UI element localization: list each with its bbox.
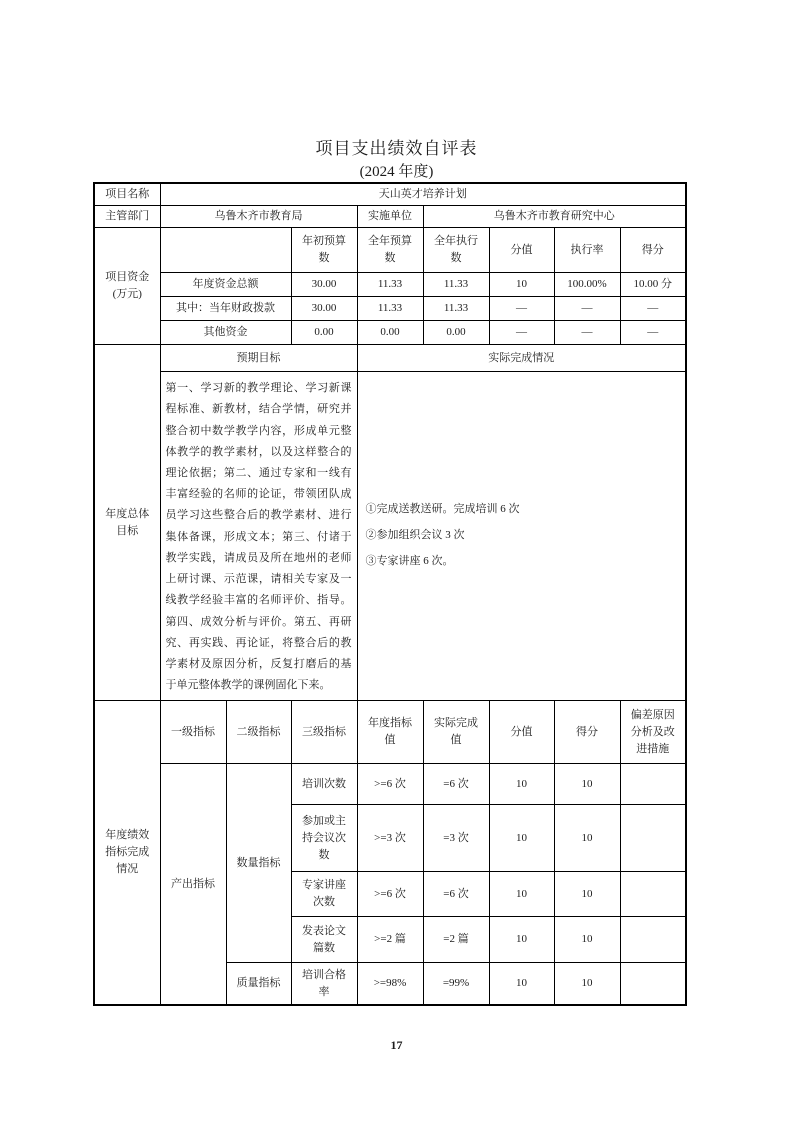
funding-cell: — — [554, 297, 620, 321]
funding-cell: 11.33 — [423, 273, 489, 297]
indicator-actual: =6 次 — [423, 764, 489, 805]
indicators-section-label: 年度绩效指标完成情况 — [94, 701, 160, 1006]
goals-header-row — [94, 345, 686, 372]
funding-cell: — — [489, 321, 554, 345]
funding-cell: 0.00 — [291, 321, 357, 345]
indicators-header-row — [94, 701, 686, 764]
goals-body-row — [94, 372, 686, 701]
indicator-name: 参加或主持会议次数 — [291, 805, 357, 872]
indicator-score: 10 — [554, 805, 620, 872]
indicators-col-level3: 三级指标 — [291, 701, 357, 764]
funding-cell: 0.00 — [357, 321, 423, 345]
indicator-points: 10 — [489, 805, 554, 872]
implementing-unit-label: 实施单位 — [357, 206, 423, 228]
indicators-col-score: 得分 — [554, 701, 620, 764]
indicator-points: 10 — [489, 963, 554, 1006]
indicator-row — [94, 764, 686, 805]
funding-cell: — — [489, 297, 554, 321]
funding-row-label: 其他资金 — [160, 321, 291, 345]
funding-cell: 11.33 — [357, 297, 423, 321]
goals-expected-header: 预期目标 — [160, 345, 357, 372]
funding-cell: 0.00 — [423, 321, 489, 345]
funding-blank-cell — [160, 228, 291, 273]
indicator-actual: =3 次 — [423, 805, 489, 872]
funding-col-score: 得分 — [620, 228, 686, 273]
funding-cell: 11.33 — [423, 297, 489, 321]
funding-col-annual-execution: 全年执行数 — [423, 228, 489, 273]
department-value: 乌鲁木齐市教育局 — [160, 206, 357, 228]
funding-label-line1: 项目资金 — [105, 271, 150, 284]
indicators-col-target: 年度指标值 — [357, 701, 423, 764]
indicators-col-deviation: 偏差原因分析及改进措施 — [620, 701, 686, 764]
indicator-actual: =6 次 — [423, 872, 489, 917]
document-subtitle: (2024 年度) — [359, 164, 434, 181]
indicator-target: >=2 篇 — [357, 917, 423, 963]
funding-label-line2: (万元) — [112, 288, 142, 301]
goals-expected-text: 第一、学习新的教学理论、学习新课程标准、新教材，结合学情，研究并整合初中数学教学内容，形成单元整体教学的教学素材，以及这样整合的理论依据；第二、通过专家和一线有丰富经验的名师的论证，带领团队成员学习这些整合后的教学素材、进行集体备课，形成文本；第三、付诸于教学实践，请成员及所在地州的老师上研讨课、示范课，请相关专家及一线教学经验丰富的名师评价、指导。第四、成效分析与评价。第五、再研究、再实践、再论证，将整合后的教学素材及原因分析，反复打磨后的基于单元整体教学的课例固化下来。 — [160, 372, 357, 701]
funding-cell: — — [620, 297, 686, 321]
indicator-deviation — [620, 764, 686, 805]
project-name-row — [94, 183, 686, 206]
funding-row-other — [94, 321, 686, 345]
indicator-name: 培训次数 — [291, 764, 357, 805]
indicator-score: 10 — [554, 917, 620, 963]
level2-quality-indicator: 质量指标 — [226, 963, 291, 1006]
indicator-points: 10 — [489, 917, 554, 963]
goals-actual-header: 实际完成情况 — [357, 345, 686, 372]
funding-col-annual-budget: 全年预算数 — [357, 228, 423, 273]
indicator-name: 专家讲座次数 — [291, 872, 357, 917]
indicator-score: 10 — [554, 963, 620, 1006]
funding-cell: 30.00 — [291, 273, 357, 297]
indicator-name: 培训合格率 — [291, 963, 357, 1006]
document-title: 项目支出绩效自评表 — [315, 139, 478, 158]
indicator-points: 10 — [489, 872, 554, 917]
funding-col-points: 分值 — [489, 228, 554, 273]
indicator-actual: =2 篇 — [423, 917, 489, 963]
indicator-actual: =99% — [423, 963, 489, 1006]
page-number: 17 — [390, 1038, 403, 1052]
indicator-points: 10 — [489, 764, 554, 805]
funding-cell: — — [554, 321, 620, 345]
project-name-label: 项目名称 — [94, 183, 160, 206]
implementing-unit-value: 乌鲁木齐市教育研究中心 — [423, 206, 686, 228]
funding-col-execution-rate: 执行率 — [554, 228, 620, 273]
indicator-deviation — [620, 805, 686, 872]
goals-actual-text — [357, 372, 686, 701]
level1-output-indicator: 产出指标 — [160, 764, 226, 1006]
performance-self-evaluation-table — [93, 182, 687, 1006]
funding-section-label — [94, 228, 160, 345]
funding-cell: 100.00% — [554, 273, 620, 297]
indicator-target: >=6 次 — [357, 764, 423, 805]
indicator-score: 10 — [554, 764, 620, 805]
indicators-col-level1: 一级指标 — [160, 701, 226, 764]
indicators-col-actual: 实际完成值 — [423, 701, 489, 764]
indicator-deviation — [620, 963, 686, 1006]
indicator-target: >=98% — [357, 963, 423, 1006]
level2-quantity-indicator: 数量指标 — [226, 764, 291, 963]
funding-row-label: 其中：当年财政拨款 — [160, 297, 291, 321]
indicator-score: 10 — [554, 872, 620, 917]
indicator-deviation — [620, 917, 686, 963]
funding-row-total — [94, 273, 686, 297]
funding-cell: 10 — [489, 273, 554, 297]
goals-actual-line3: ③专家讲座 6 次。 — [365, 555, 454, 568]
funding-row-fiscal — [94, 297, 686, 321]
indicator-target: >=6 次 — [357, 872, 423, 917]
indicators-col-points: 分值 — [489, 701, 554, 764]
indicator-deviation — [620, 872, 686, 917]
funding-cell: — — [620, 321, 686, 345]
project-name-value: 天山英才培养计划 — [160, 183, 686, 206]
goals-section-label: 年度总体目标 — [94, 345, 160, 701]
department-label: 主管部门 — [94, 206, 160, 228]
funding-cell: 10.00 分 — [620, 273, 686, 297]
title-block — [0, 138, 793, 183]
indicators-col-level2: 二级指标 — [226, 701, 291, 764]
indicator-target: >=3 次 — [357, 805, 423, 872]
funding-cell: 30.00 — [291, 297, 357, 321]
funding-col-initial-budget: 年初预算数 — [291, 228, 357, 273]
funding-header-row — [94, 228, 686, 273]
goals-actual-line2: ②参加组织会议 3 次 — [365, 529, 465, 542]
funding-cell: 11.33 — [357, 273, 423, 297]
indicator-name: 发表论文篇数 — [291, 917, 357, 963]
department-row — [94, 206, 686, 228]
goals-actual-line1: ①完成送教送研。完成培训 6 次 — [365, 503, 520, 516]
funding-row-label: 年度资金总额 — [160, 273, 291, 297]
